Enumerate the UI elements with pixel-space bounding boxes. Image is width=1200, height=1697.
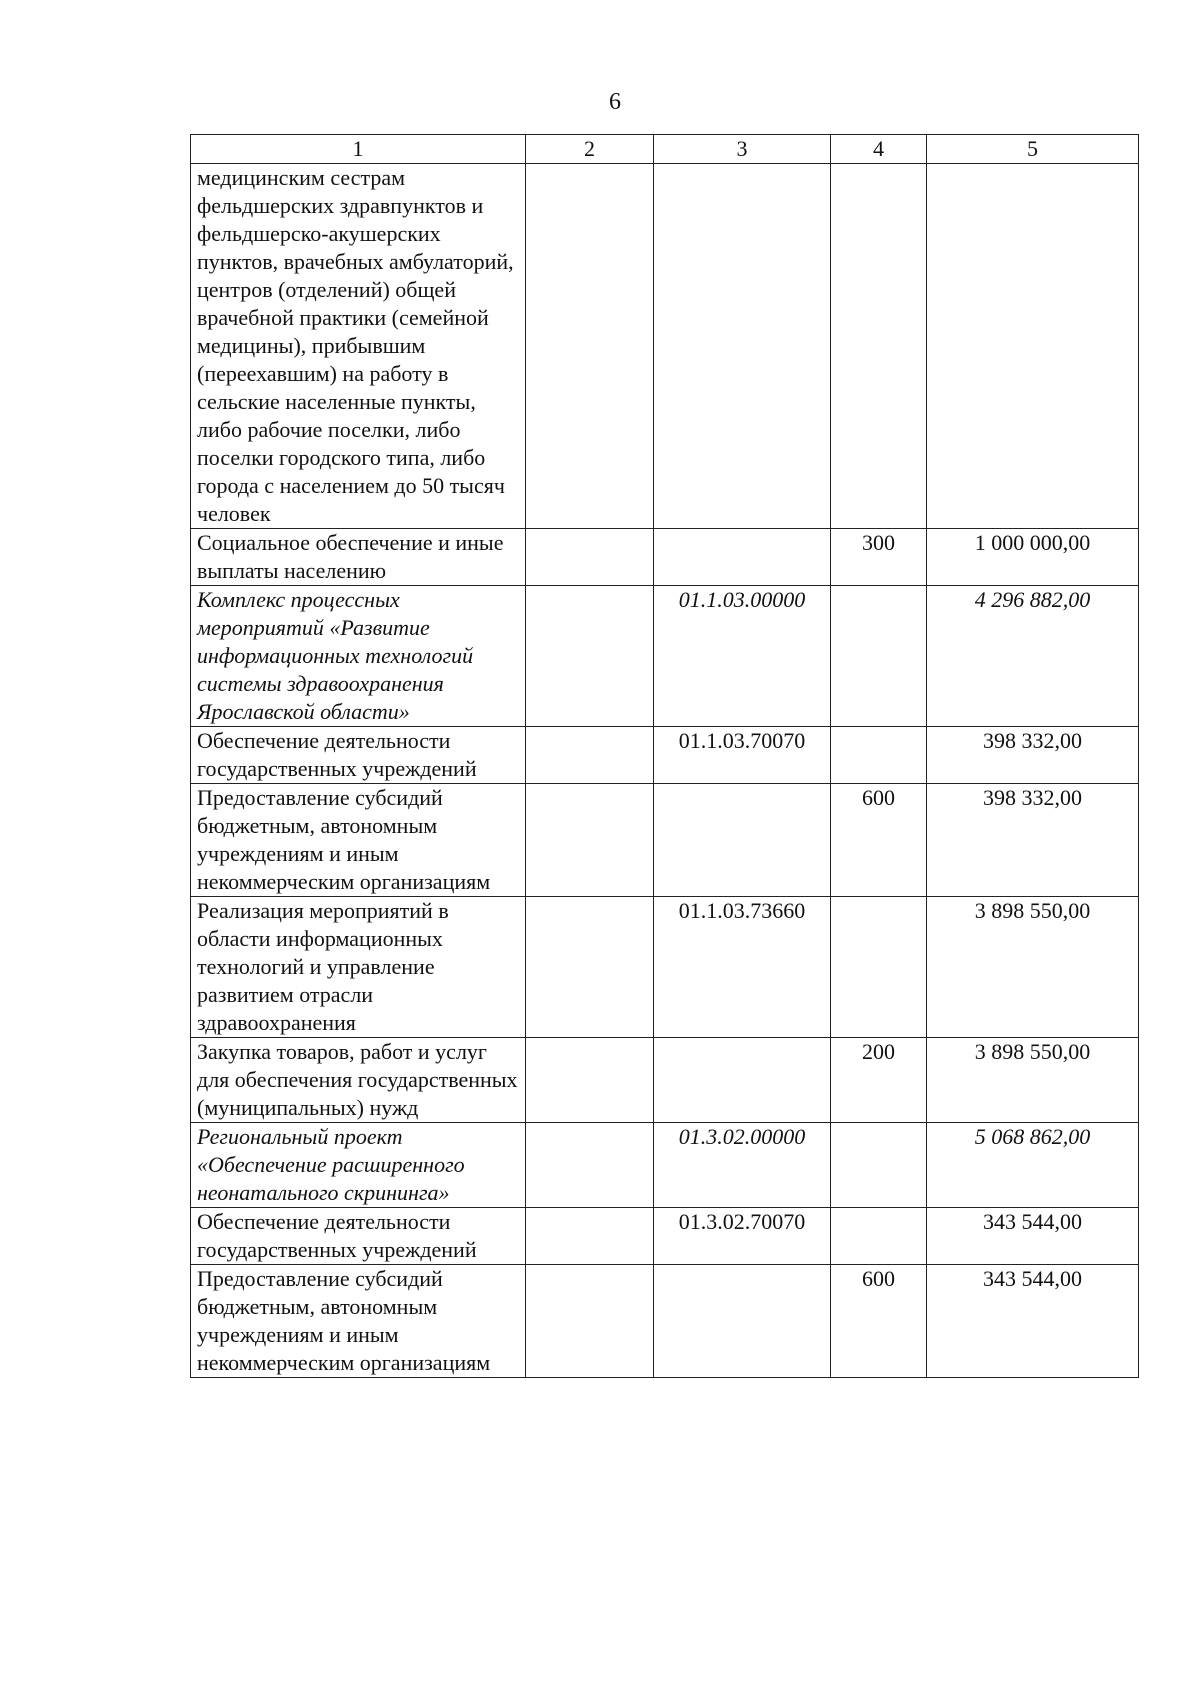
cell-text: 200 <box>862 1039 895 1064</box>
cell-text: 398 332,00 <box>983 785 1082 810</box>
table-row <box>191 784 1139 897</box>
row-type-cell <box>831 1208 927 1265</box>
cell-text: 5 068 862,00 <box>974 1124 1091 1149</box>
table-row <box>191 529 1139 586</box>
row-name-cell <box>191 1208 526 1265</box>
cell-text: Социальное обеспечение и иные выплаты населению <box>197 530 504 583</box>
cell-text: Закупка товаров, работ и услуг для обеспечения государственных (муниципальных) нужд <box>197 1039 518 1120</box>
row-type-cell <box>831 529 927 586</box>
row-amount-cell <box>927 1123 1139 1208</box>
row-amount-cell <box>927 727 1139 784</box>
row-amount-cell <box>927 586 1139 727</box>
row-name-cell <box>191 784 526 897</box>
row-col2-cell <box>526 586 654 727</box>
budget-table <box>190 134 1139 1378</box>
row-col2-cell <box>526 1038 654 1123</box>
cell-text: 01.1.03.70070 <box>678 728 806 753</box>
cell-text: 398 332,00 <box>983 728 1082 753</box>
row-code-cell <box>654 727 831 784</box>
row-code-cell <box>654 529 831 586</box>
cell-text: 01.3.02.00000 <box>678 1124 806 1149</box>
table-row <box>191 1265 1139 1378</box>
header-col-2: 2 <box>526 135 654 164</box>
row-col2-cell <box>526 897 654 1038</box>
row-name-cell <box>191 1265 526 1378</box>
cell-text: 01.1.03.73660 <box>678 898 806 923</box>
row-name-cell <box>191 1123 526 1208</box>
row-type-cell <box>831 164 927 529</box>
row-col2-cell <box>526 1265 654 1378</box>
row-code-cell <box>654 784 831 897</box>
row-name-cell <box>191 727 526 784</box>
cell-text: 300 <box>862 530 895 555</box>
cell-text: Обеспечение деятельности государственных учреждений <box>197 1209 477 1262</box>
row-code-cell <box>654 1123 831 1208</box>
cell-text: Комплекс процессных мероприятий «Развитие информационных технологий системы здравоохранения Ярославской области» <box>197 587 474 724</box>
row-name-cell <box>191 529 526 586</box>
row-type-cell <box>831 897 927 1038</box>
row-col2-cell <box>526 164 654 529</box>
header-col-5: 5 <box>927 135 1139 164</box>
row-amount-cell <box>927 784 1139 897</box>
table-row <box>191 1038 1139 1123</box>
table-row <box>191 897 1139 1038</box>
row-code-cell <box>654 897 831 1038</box>
row-amount-cell <box>927 164 1139 529</box>
cell-text: Обеспечение деятельности государственных учреждений <box>197 728 477 781</box>
row-name-cell <box>191 1038 526 1123</box>
header-row <box>191 135 1139 164</box>
row-col2-cell <box>526 1123 654 1208</box>
page-number: 6 <box>609 89 621 115</box>
header-col-3: 3 <box>654 135 831 164</box>
cell-text: 343 544,00 <box>983 1209 1082 1234</box>
table-row <box>191 727 1139 784</box>
row-name-cell <box>191 897 526 1038</box>
row-col2-cell <box>526 529 654 586</box>
row-code-cell <box>654 1208 831 1265</box>
row-type-cell <box>831 1123 927 1208</box>
cell-text: Предоставление субсидий бюджетным, автономным учреждениям и иным некоммерческим организациям <box>197 1266 491 1375</box>
row-code-cell <box>654 164 831 529</box>
row-amount-cell <box>927 1265 1139 1378</box>
row-name-cell <box>191 586 526 727</box>
table-row <box>191 586 1139 727</box>
row-type-cell <box>831 1265 927 1378</box>
cell-text: 600 <box>862 785 895 810</box>
row-type-cell <box>831 586 927 727</box>
table-row <box>191 164 1139 529</box>
table-body <box>191 164 1139 1378</box>
cell-text: 4 296 882,00 <box>974 587 1091 612</box>
row-amount-cell <box>927 897 1139 1038</box>
cell-text: 3 898 550,00 <box>974 1039 1091 1064</box>
cell-text: 600 <box>862 1266 895 1291</box>
row-amount-cell <box>927 529 1139 586</box>
table-row <box>191 1123 1139 1208</box>
row-amount-cell <box>927 1208 1139 1265</box>
row-col2-cell <box>526 1208 654 1265</box>
header-col-4: 4 <box>831 135 927 164</box>
row-type-cell <box>831 784 927 897</box>
cell-text: 01.3.02.70070 <box>678 1209 806 1234</box>
row-code-cell <box>654 1038 831 1123</box>
row-col2-cell <box>526 727 654 784</box>
row-amount-cell <box>927 1038 1139 1123</box>
cell-text: Региональный проект «Обеспечение расширенного неонатального скрининга» <box>197 1124 465 1205</box>
row-code-cell <box>654 586 831 727</box>
row-name-cell <box>191 164 526 529</box>
header-col-1: 1 <box>191 135 526 164</box>
cell-text: 1 000 000,00 <box>974 530 1091 555</box>
cell-text: медицинским сестрам фельдшерских здравпунктов и фельдшерско-акушерских пунктов, врачебных амбулаторий, центров (отделений) общей врачебной практики (семейной медицины), прибывшим (переехавшим) на работу в сельские населенные пункты, либо рабочие поселки, либо поселки городского типа, либо города с населением до 50 тысяч человек <box>197 165 514 526</box>
row-type-cell <box>831 1038 927 1123</box>
row-type-cell <box>831 727 927 784</box>
row-code-cell <box>654 1265 831 1378</box>
cell-text: Предоставление субсидий бюджетным, автономным учреждениям и иным некоммерческим организациям <box>197 785 491 894</box>
row-col2-cell <box>526 784 654 897</box>
table-row <box>191 1208 1139 1265</box>
cell-text: 01.1.03.00000 <box>678 587 806 612</box>
cell-text: Реализация мероприятий в области информационных технологий и управление развитием отрасли здравоохранения <box>197 898 449 1035</box>
cell-text: 343 544,00 <box>983 1266 1082 1291</box>
cell-text: 3 898 550,00 <box>974 898 1091 923</box>
